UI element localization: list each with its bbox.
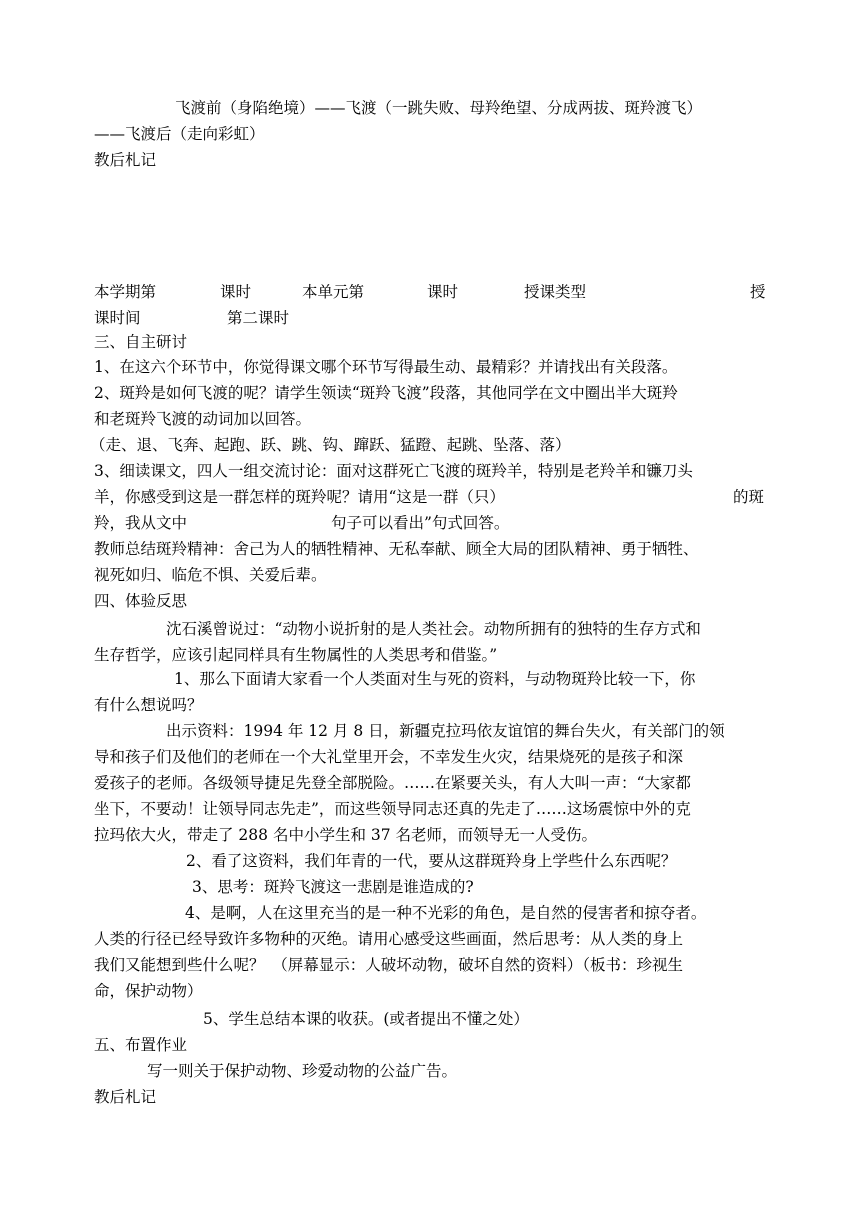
question-2: 和老斑羚飞渡的动词加以回答。 [94, 410, 312, 428]
unit-lesson-label: 课时 [427, 283, 459, 301]
reflection-heading: 教后札记 [94, 1088, 157, 1106]
teacher-summary: 视死如归、临危不惧、关爱后辈。 [94, 566, 327, 584]
material: 坐下，不要动！让领导同志先走”，而这些领导同志还真的先走了……这场震惊中外的克 [94, 800, 691, 818]
lesson-label: 课时 [220, 283, 252, 301]
item-1: 有什么想说吗？ [94, 696, 203, 714]
section-heading: 三、自主研讨 [94, 333, 188, 351]
teacher-summary: 教师总结斑羚精神：舍己为人的牺牲精神、无私奉献、顾全大局的团队精神、勇于牺牲、 [94, 540, 699, 558]
material: 导和孩子们及他们的老师在一个大礼堂里开会，不幸发生火灾，结果烧死的是孩子和深 [94, 748, 684, 766]
item-5: 5、学生总结本课的收获。(或者提出不懂之处） [203, 1010, 529, 1028]
item-2: 2、看了这资料，我们年青的一代，要从这群斑羚身上学些什么东西呢？ [186, 852, 677, 870]
question-1: 1、在这六个环节中，你觉得课文哪个环节写得最生动、最精彩？并请找出有关段落。 [94, 358, 678, 376]
material: 拉玛依大火，带走了 288 名中小学生和 37 名老师，而领导无一人受伤。 [94, 826, 598, 844]
homework: 写一则关于保护动物、珍爱动物的公益广告。 [147, 1062, 458, 1080]
material: 爱孩子的老师。各级领导捷足先登全部脱险。……在紧要关头，有人大叫一声：“大家都 [94, 774, 691, 792]
question-2-answer: （走、退、飞奔、起跑、跃、跳、钩、蹿跃、猛蹬、起跳、坠落、落） [90, 436, 571, 454]
item-3: 3、思考：斑羚飞渡这一悲剧是谁造成的? [192, 878, 474, 896]
question-3: 3、细读课文，四人一组交流讨论：面对这群死亡飞渡的斑羚羊，特别是老羚羊和镰刀头 [94, 462, 693, 480]
section-heading: 五、布置作业 [94, 1036, 188, 1054]
question-3: 句子可以看出”句式回答。 [331, 514, 510, 532]
quote: 生存哲学，应该引起同样具有生物属性的人类思考和借鉴。” [94, 646, 498, 664]
type-label: 授课类型 [524, 283, 587, 301]
question-3: 羚，我从文中 [94, 514, 188, 532]
session-label: 第二课时 [227, 309, 290, 327]
teach-label-end: 课时间 [94, 309, 141, 327]
teach-label-start: 授 [750, 283, 766, 301]
question-3: 的斑 [733, 488, 765, 506]
item-4: 我们又能想到些什么呢？ （屏幕显示：人破坏动物，破坏自然的资料）（板书：珍视生 [94, 956, 684, 974]
section-heading: 四、体验反思 [94, 592, 188, 610]
unit-label: 本单元第 [302, 283, 365, 301]
quote: 沈石溪曾说过：“动物小说折射的是人类社会。动物所拥有的独特的生存方式和 [166, 620, 701, 638]
structure-line: ——飞渡后（走向彩虹） [94, 125, 265, 143]
question-2: 2、斑羚是如何飞渡的呢？请学生领读“斑羚飞渡”段落，其他同学在文中圈出半大斑羚 [94, 384, 678, 402]
item-4: 命，保护动物） [94, 982, 203, 1000]
item-4: 4、是啊，人在这里充当的是一种不光彩的角色，是自然的侵害者和掠夺者。 [185, 904, 707, 922]
item-4: 人类的行径已经导致许多物种的灭绝。请用心感受这些画面，然后思考：从人类的身上 [94, 930, 684, 948]
item-1: 1、那么下面请大家看一个人类面对生与死的资料，与动物斑羚比较一下，你 [174, 670, 696, 688]
material: 出示资料：1994 年 12 月 8 日，新疆克拉玛依友谊馆的舞台失火，有关部门的领 [166, 722, 725, 740]
structure-line: 飞渡前（身陷绝境）——飞渡（一跳失败、母羚绝望、分成两拔、斑羚渡飞） [175, 99, 703, 117]
semester-label: 本学期第 [94, 283, 157, 301]
question-3: 羊，你感受到这是一群怎样的斑羚呢？请用“这是一群（只） [94, 488, 505, 506]
reflection-heading: 教后札记 [94, 151, 157, 169]
